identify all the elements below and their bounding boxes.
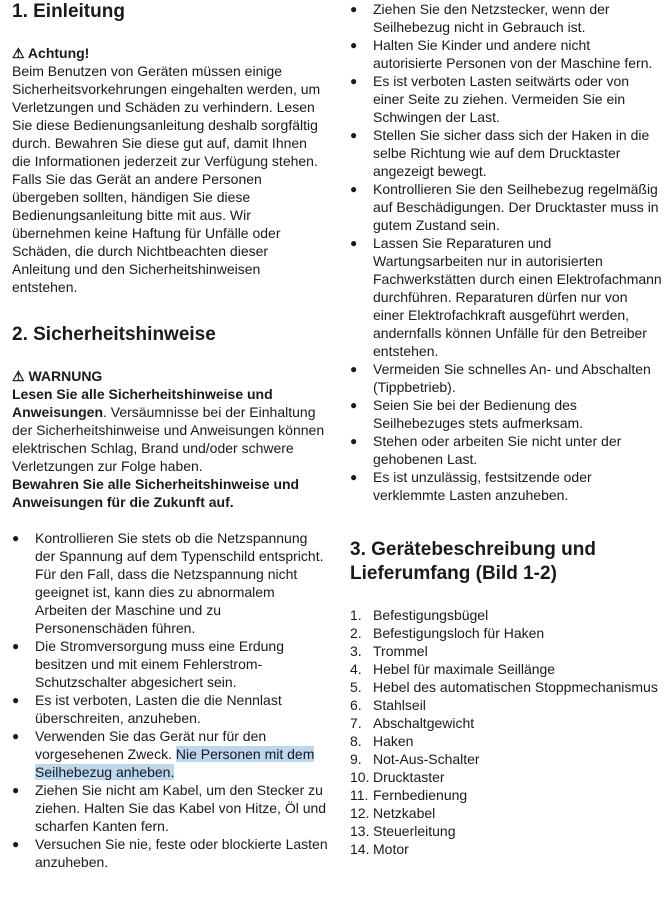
right-column [350, 0, 662, 858]
parts-list-item [350, 750, 662, 768]
parts-list-item [350, 768, 662, 786]
parts-label: Steuerleitung [373, 823, 456, 839]
section-title-introduction: 1. Einleitung [12, 1, 125, 22]
parts-label: Haken [373, 733, 414, 749]
parts-list-item [350, 786, 662, 804]
parts-number: 12. [350, 805, 370, 821]
parts-label: Trommel [373, 643, 428, 659]
parts-number: 5. [350, 679, 362, 695]
parts-label: Befestigungsloch für Haken [373, 625, 545, 641]
parts-label: Fernbedienung [373, 787, 468, 803]
left-column [12, 0, 328, 871]
parts-list-item [350, 840, 662, 858]
list-item: ● Halten Sie Kinder und andere nicht autorisierte Personen von der Maschine fern. [350, 36, 662, 72]
parts-list-item [350, 822, 662, 840]
list-item: ● Es ist verboten Lasten seitwärts oder von einer Seite zu ziehen. Vermeiden Sie ein Schwingen der Last. [350, 72, 662, 126]
list-item: ● Kontrollieren Sie stets ob die Netzspannung der Spannung auf dem Typenschild entspricht. Für den Fall, dass die Netzspannung nicht geeignet ist, kann dies zu abnormalem Arbeiten der Maschine und zu Personenschäden führen. [12, 529, 328, 637]
parts-list-item [350, 624, 662, 642]
parts-list-item [350, 642, 662, 660]
warning-label: ⚠ WARNUNG [12, 368, 103, 384]
parts-list-item [350, 732, 662, 750]
parts-number: 1. [350, 607, 362, 623]
list-item: ● Lassen Sie Reparaturen und Wartungsarbeiten nur in autorisierten Fachwerkstätten durch einen Elektrofachmann durchführen. Reparaturen dürfen nur von einer Elektrofachkraft ausgeführt werden, andernfalls können Unfälle für den Betreiber entstehen. [350, 234, 662, 360]
section-title-safety: 2. Sicherheitshinweise [12, 324, 216, 345]
parts-label: Netzkabel [373, 805, 436, 821]
parts-label: Befestigungsbügel [373, 607, 489, 623]
keep-instructions-note: Bewahren Sie alle Sicherheitshinweise und Anweisungen für die Zukunft auf. [12, 476, 300, 510]
parts-list [350, 606, 662, 858]
parts-list-item [350, 678, 662, 696]
parts-list-item [350, 606, 662, 624]
parts-number: 10. [350, 769, 370, 785]
list-item: ● Kontrollieren Sie den Seilhebezug regelmäßig auf Beschädigungen. Der Drucktaster muss in gutem Zustand sein. [350, 180, 662, 234]
parts-label: Motor [373, 841, 409, 857]
parts-label: Drucktaster [373, 769, 445, 785]
parts-number: 3. [350, 643, 362, 659]
list-item: ● Ziehen Sie den Netzstecker, wenn der Seilhebezug nicht in Gebrauch ist. [350, 0, 662, 36]
list-item: ● Seien Sie bei der Bedienung des Seilhebezuges stets aufmerksam. [350, 396, 662, 432]
safety-lead [12, 385, 328, 475]
parts-list-item [350, 660, 662, 678]
list-item: ● Stellen Sie sicher dass sich der Haken in die selbe Richtung wie auf dem Drucktaster angezeigt bewegt. [350, 126, 662, 180]
safety-bullet-list-right [350, 0, 662, 504]
parts-list-item [350, 714, 662, 732]
highlighted-text: Nie Personen mit dem Seilhebezug anheben. [35, 746, 315, 780]
parts-number: 14. [350, 841, 370, 857]
list-item [12, 727, 328, 781]
parts-number: 13. [350, 823, 370, 839]
list-item: ● Versuchen Sie nie, feste oder blockierte Lasten anzuheben. [12, 835, 328, 871]
attention-label: ⚠ Achtung! [12, 45, 90, 61]
list-item: ● Die Stromversorgung muss eine Erdung besitzen und mit einem Fehlerstrom-Schutzschalter abgesichert sein. [12, 637, 328, 691]
list-item: ● Vermeiden Sie schnelles An- und Abschalten (Tippbetrieb). [350, 360, 662, 396]
parts-list-item [350, 804, 662, 822]
parts-number: 2. [350, 625, 362, 641]
parts-number: 8. [350, 733, 362, 749]
introduction-text: Beim Benutzen von Geräten müssen einige Sicherheitsvorkehrungen eingehalten werden, um Verletzungen und Schäden zu verhindern. Lesen Sie diese Bedienungsanleitung deshalb sorgfältig durch. Bewahren Sie diese gut auf, damit Ihnen die Informationen jederzeit zur Verfügung stehen. Falls Sie das Gerät an andere Personen übergeben sollten, händigen Sie diese Bedienungsanleitung bitte mit aus. Wir übernehmen keine Haftung für Unfälle oder Schäden, die durch Nichtbeachten dieser Anleitung und den Sicherheitshinweisen entstehen. [12, 63, 321, 295]
parts-label: Hebel für maximale Seillänge [373, 661, 556, 677]
list-item: ● Es ist verboten, Lasten die die Nennlast überschreiten, anzuheben. [12, 691, 328, 727]
parts-label: Stahlseil [373, 697, 426, 713]
list-item: ● Es ist unzulässig, festsitzende oder verklemmte Lasten anzuheben. [350, 468, 662, 504]
parts-list-item [350, 696, 662, 714]
parts-number: 11. [350, 787, 369, 803]
section-title-device-description: 3. Gerätebeschreibung und Lieferumfang (Bild 1-2) [350, 539, 596, 584]
parts-label: Hebel des automatischen Stoppmechanismus [373, 679, 658, 695]
parts-number: 9. [350, 751, 362, 767]
safety-lead-rest: . Versäumnisse bei der Einhaltung der Sicherheitshinweise und Anweisungen können elektrischen Schlag, Brand und/oder schwere Verletzungen zur Folge haben. [12, 404, 325, 474]
parts-number: 4. [350, 661, 362, 677]
list-item: ● Stehen oder arbeiten Sie nicht unter der gehobenen Last. [350, 432, 662, 468]
parts-number: 7. [350, 715, 362, 731]
parts-label: Abschaltgewicht [373, 715, 475, 731]
parts-label: Not-Aus-Schalter [373, 751, 480, 767]
safety-lead-bold: Lesen Sie alle Sicherheitshinweise und Anweisungen [12, 386, 273, 420]
safety-bullet-list-left [12, 529, 328, 871]
list-item: ● Ziehen Sie nicht am Kabel, um den Stecker zu ziehen. Halten Sie das Kabel von Hitze, Öl und scharfen Kanten fern. [12, 781, 328, 835]
parts-number: 6. [350, 697, 362, 713]
bullet-text: Verwenden Sie das Gerät nur für den vorgesehenen Zweck. [35, 728, 267, 762]
